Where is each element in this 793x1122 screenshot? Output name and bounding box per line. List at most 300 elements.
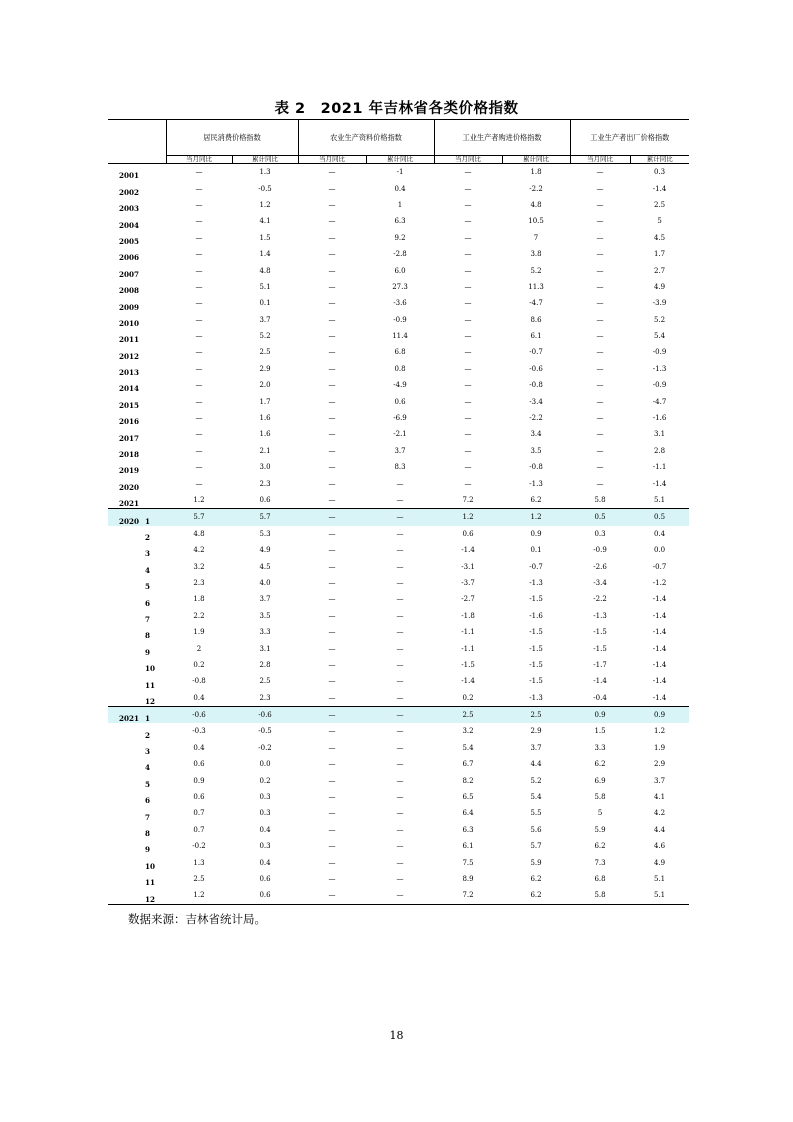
value-cell: -1.1 [461,628,475,637]
year-cell [108,838,141,854]
value-cell: — [328,332,336,341]
value-cell: 2.3 [259,479,271,488]
value-cell: — [328,644,336,653]
value-cell: — [328,628,336,637]
value-cell: 11.4 [392,332,408,341]
value-cell: — [195,315,203,324]
value-cell: — [464,233,472,242]
value-cell: — [328,793,336,802]
value-cell: -3.6 [393,299,407,308]
value-cell: 5.9 [594,825,606,834]
table-row [108,377,689,393]
value-cell: — [396,858,404,867]
year-cell [108,805,141,821]
value-cell: — [366,690,434,707]
month-cell: 7 [145,812,151,822]
value-cell: -4.9 [393,381,407,390]
month-cell: 8 [145,631,151,641]
value-cell: 0.4 [193,743,205,752]
value-cell: — [396,578,404,587]
table-row [108,854,689,870]
value-cell: 6.4 [462,809,474,818]
value-cell: -1.3 [593,611,607,620]
value-cell: — [195,348,203,357]
value-cell: 9.2 [394,233,406,242]
value-cell: — [464,381,472,390]
value-cell: 0.6 [232,492,298,509]
value-cell: — [464,250,472,259]
value-cell: 3.2 [462,727,474,736]
value-cell: — [464,348,472,357]
year-cell [108,624,141,640]
value-cell: — [596,381,604,390]
value-cell: 3.5 [530,446,542,455]
value-cell: 0.4 [394,184,406,193]
value-cell: — [195,332,203,341]
value-cell: -2.2 [529,414,543,423]
year-cell: 2012 [118,351,139,361]
year-cell: 2013 [118,368,139,378]
value-cell: -1 [396,168,404,177]
value-cell: 6.2 [594,842,606,851]
value-cell: -0.9 [652,348,667,357]
value-cell: — [396,743,404,752]
value-cell: -0.6 [232,706,298,723]
value-cell: 0.4 [166,690,232,707]
value-cell: — [328,595,336,604]
table-row [108,542,689,558]
month-cell: 10 [145,664,156,674]
value-cell: — [596,430,604,439]
value-cell: 5.4 [653,332,666,341]
value-cell: -4.7 [652,397,667,406]
value-cell: 5.1 [653,891,666,900]
table-row [108,772,689,788]
value-cell: — [195,266,203,275]
value-cell: 0.9 [570,706,630,723]
value-cell: 0.3 [259,809,271,818]
value-cell: 4.9 [653,858,666,867]
table-row [108,328,689,344]
value-cell: — [195,282,203,291]
month-cell: 9 [145,845,151,855]
year-cell [108,723,141,739]
value-cell: — [396,677,404,686]
value-cell: 0.6 [193,793,205,802]
value-cell: — [464,430,472,439]
value-cell: 6.2 [530,891,542,900]
table-row [108,443,689,459]
year-cell [108,822,141,838]
value-cell: 6.2 [594,760,606,769]
value-cell: -1.4 [652,644,667,653]
table-row [108,426,689,442]
value-cell: 4.0 [259,578,271,587]
table-row [108,591,689,607]
value-cell: — [396,874,404,883]
table-row [108,838,689,854]
value-cell: — [366,509,434,526]
value-cell: -1.4 [593,677,607,686]
value-cell: 3.1 [259,644,271,653]
group-header: 工业生产者购进价格指数 [434,120,570,156]
year-cell: 2018 [118,450,139,460]
value-cell: — [464,200,472,209]
table-row [108,657,689,673]
value-cell: 4.8 [530,200,542,209]
value-cell: 5.4 [530,793,542,802]
table-row [108,475,689,491]
value-cell: — [328,250,336,259]
year-cell [108,871,141,887]
month-cell: 12 [141,690,166,707]
value-cell: 4.8 [259,266,271,275]
value-cell: -1.4 [652,184,667,193]
value-cell: — [328,479,336,488]
value-cell: 0.2 [259,776,271,785]
value-cell: 1.2 [653,727,666,736]
value-cell: — [328,776,336,785]
value-cell: 8.3 [394,463,406,472]
value-cell: — [328,233,336,242]
month-cell: 11 [145,680,156,690]
value-cell: 4.1 [653,793,666,802]
value-cell: 3.3 [594,743,606,752]
value-cell: -1.8 [461,611,475,620]
value-cell: — [596,332,604,341]
value-cell: -1.4 [630,690,689,707]
value-cell: — [328,446,336,455]
value-cell: -1.4 [652,628,667,637]
value-cell: 5.2 [653,315,666,324]
value-cell: -0.9 [593,546,607,555]
year-cell: 2010 [118,318,139,328]
value-cell: 4.2 [653,809,666,818]
value-cell: 0.2 [434,690,502,707]
value-cell: -1.5 [461,660,475,669]
value-cell: -2.6 [593,562,607,571]
year-cell: 2019 [118,466,139,476]
value-cell: 2.5 [259,348,271,357]
value-cell: 7.3 [594,858,606,867]
value-cell: 6.0 [394,266,406,275]
value-cell: 6.2 [502,492,570,509]
value-cell: 4.4 [530,760,542,769]
value-cell: -0.5 [258,184,272,193]
month-cell: 3 [145,549,151,559]
month-cell [141,213,166,229]
table-row [108,640,689,656]
month-cell: 6 [145,796,151,806]
value-cell: — [328,200,336,209]
value-cell: — [396,842,404,851]
value-cell: 5.1 [630,492,689,509]
year-cell: 2020 [118,482,139,492]
value-cell: — [328,397,336,406]
value-cell: — [328,430,336,439]
value-cell: — [195,397,203,406]
value-cell: -1.3 [502,690,570,707]
value-cell: -2.1 [393,430,407,439]
value-cell: 1.2 [434,509,502,526]
value-cell: 0.5 [630,509,689,526]
value-cell: -0.8 [529,463,543,472]
value-cell: 2.5 [502,706,570,723]
value-cell: — [464,282,472,291]
value-cell: — [396,628,404,637]
value-cell: -1.6 [652,414,667,423]
value-cell: — [328,282,336,291]
year-cell [108,887,141,904]
value-cell: 5.6 [530,825,542,834]
value-cell: 3.8 [530,250,542,259]
value-cell: 2.5 [259,677,271,686]
table-title: 表 2 2021 年吉林省各类价格指数 [274,101,519,117]
value-cell: — [328,463,336,472]
value-cell: 1.3 [193,858,205,867]
value-cell: 10.5 [528,217,544,226]
value-cell: 3.7 [530,743,542,752]
value-cell: — [328,891,336,900]
value-cell: — [596,282,604,291]
table-row [108,723,689,739]
value-cell: 0.4 [259,858,271,867]
value-cell: — [464,266,472,275]
value-cell: — [328,727,336,736]
table-row [108,756,689,772]
month-cell [141,180,166,196]
value-cell: — [328,348,336,357]
value-cell: -1.5 [529,595,543,604]
value-cell: -1.3 [529,479,543,488]
table-row [108,295,689,311]
value-cell: -1.5 [529,677,543,686]
month-cell: 4 [145,763,151,773]
value-cell: 4.2 [193,546,205,555]
year-cell [108,640,141,656]
value-cell: — [195,381,203,390]
table-row [108,673,689,689]
year-cell [108,558,141,574]
value-cell: — [464,315,472,324]
value-cell: 5.9 [530,858,542,867]
month-cell: 2 [145,532,151,542]
value-cell: — [366,706,434,723]
corner-cell [108,120,166,164]
value-cell: 0.3 [594,529,606,538]
year-cell [108,591,141,607]
value-cell: — [596,266,604,275]
table-row [108,262,689,278]
value-cell: -1.1 [461,644,475,653]
year-cell: 2014 [118,384,139,394]
value-cell: — [396,562,404,571]
value-cell: -4.7 [529,299,543,308]
table-row [108,164,689,181]
value-cell: -0.7 [529,348,543,357]
value-cell: — [328,217,336,226]
value-cell: 2.1 [259,446,271,455]
value-cell: — [464,446,472,455]
value-cell: — [396,644,404,653]
subheader: 当月同比 [166,156,232,164]
table-row [108,575,689,591]
value-cell: 27.3 [392,282,408,291]
value-cell: — [195,299,203,308]
value-cell: — [328,546,336,555]
value-cell: -1.1 [652,463,667,472]
month-cell: 4 [145,565,151,575]
value-cell: 4.9 [653,282,666,291]
table-row [108,871,689,887]
month-cell: 1 [141,706,166,723]
value-cell: 5.8 [570,492,630,509]
value-cell: — [396,727,404,736]
value-cell: 0.3 [259,842,271,851]
month-cell [141,459,166,475]
value-cell: 5.4 [462,743,474,752]
value-cell: — [298,706,366,723]
value-cell: — [464,479,472,488]
value-cell: 2.9 [653,760,666,769]
value-cell: 3.7 [394,446,406,455]
year-cell: 2009 [118,302,139,312]
value-cell: — [328,315,336,324]
month-cell [141,295,166,311]
value-cell: 8.9 [462,874,474,883]
value-cell: 6.7 [462,760,474,769]
table-row [108,789,689,805]
value-cell: — [328,611,336,620]
month-cell: 12 [145,894,156,904]
value-cell: -0.2 [258,743,272,752]
value-cell: 0.5 [570,509,630,526]
value-cell: — [195,364,203,373]
value-cell: — [328,677,336,686]
value-cell: — [464,332,472,341]
value-cell: — [366,492,434,509]
year-cell [108,690,141,707]
value-cell: — [195,414,203,423]
value-cell: — [195,446,203,455]
value-cell: 5.2 [530,266,542,275]
value-cell: 0.1 [530,546,542,555]
value-cell: -1.4 [652,595,667,604]
value-cell: -3.7 [461,578,475,587]
value-cell: 1.2 [166,492,232,509]
value-cell: — [328,825,336,834]
year-cell [108,740,141,756]
value-cell: 5.8 [594,793,606,802]
year-cell: 2021 [108,706,141,723]
value-cell: — [596,463,604,472]
value-cell: 6.3 [394,217,406,226]
value-cell: 2.9 [259,364,271,373]
value-cell: 2.3 [232,690,298,707]
value-cell: — [596,184,604,193]
year-cell [108,673,141,689]
value-cell: -0.2 [192,842,206,851]
value-cell: — [596,200,604,209]
month-cell: 9 [145,647,151,657]
table-row [108,410,689,426]
value-cell: — [596,250,604,259]
year-cell: 2017 [118,433,139,443]
year-cell: 2016 [118,417,139,427]
value-cell: 6.1 [530,332,542,341]
value-cell: — [328,562,336,571]
table-row [108,230,689,246]
value-cell: — [396,660,404,669]
value-cell: 0.1 [259,299,271,308]
value-cell: — [328,809,336,818]
value-cell: 1.6 [259,430,271,439]
value-cell: -3.1 [461,562,475,571]
value-cell: 0.0 [259,760,271,769]
value-cell: 6.3 [462,825,474,834]
value-cell: -0.6 [529,364,543,373]
table-row [108,558,689,574]
value-cell: 5.3 [259,529,271,538]
month-cell: 3 [145,747,151,757]
month-cell: 10 [145,861,156,871]
month-cell [141,312,166,328]
value-cell: 0.6 [193,760,205,769]
value-cell: -1.4 [652,611,667,620]
value-cell: 0.3 [653,168,666,177]
table-row [108,509,689,526]
value-cell: 0.3 [259,793,271,802]
value-cell: 0.4 [653,529,666,538]
value-cell: -0.8 [529,381,543,390]
value-cell: 0.6 [259,874,271,883]
table-row [108,459,689,475]
value-cell: -0.6 [166,706,232,723]
month-cell [141,197,166,213]
value-cell: — [328,760,336,769]
table-row [108,624,689,640]
value-cell: 1.9 [653,743,666,752]
value-cell: 5.7 [530,842,542,851]
value-cell: — [328,381,336,390]
value-cell: -0.9 [652,381,667,390]
year-cell: 2003 [118,204,139,214]
value-cell: — [596,299,604,308]
value-cell: 3.0 [259,463,271,472]
year-cell: 2008 [118,286,139,296]
value-cell: — [596,397,604,406]
value-cell: 0.9 [630,706,689,723]
table-row [108,361,689,377]
value-cell: 3.3 [259,628,271,637]
value-cell: — [328,299,336,308]
value-cell: 0.0 [653,546,666,555]
table-row [108,180,689,196]
month-cell: 11 [145,878,156,888]
value-cell: — [596,479,604,488]
value-cell: 5.1 [653,874,666,883]
value-cell: — [328,168,336,177]
value-cell: -3.4 [529,397,543,406]
value-cell: — [195,250,203,259]
group-header: 居民消费价格指数 [166,120,298,156]
value-cell: -0.3 [192,727,206,736]
month-cell: 5 [145,582,151,592]
value-cell: 1.7 [259,397,271,406]
month-cell [141,328,166,344]
group-header: 农业生产资料价格指数 [298,120,434,156]
year-cell: 2004 [118,220,139,230]
